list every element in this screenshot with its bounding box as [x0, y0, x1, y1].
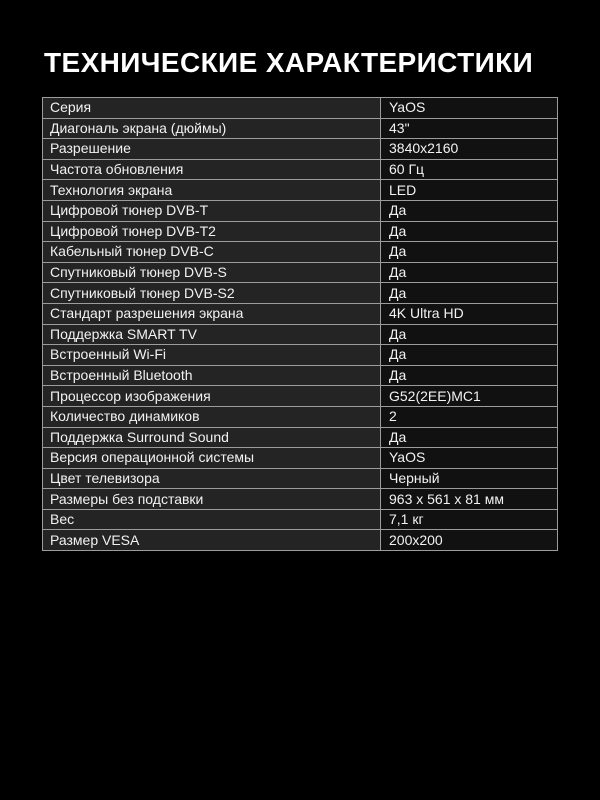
spec-label: Технология экрана [43, 180, 381, 201]
spec-value: 963 x 561 x 81 мм [381, 489, 558, 510]
spec-label: Процессор изображения [43, 386, 381, 407]
table-row [43, 509, 558, 530]
spec-label: Разрешение [43, 139, 381, 160]
spec-label: Размер VESA [43, 530, 381, 551]
spec-label: Вес [43, 509, 381, 530]
spec-label: Диагональ экрана (дюймы) [43, 118, 381, 139]
spec-value: Да [381, 427, 558, 448]
spec-label: Версия операционной системы [43, 448, 381, 469]
table-row [43, 303, 558, 324]
spec-value: Да [381, 200, 558, 221]
spec-value: Да [381, 262, 558, 283]
spec-label: Цифровой тюнер DVB-T [43, 200, 381, 221]
table-row [43, 448, 558, 469]
spec-label: Цифровой тюнер DVB-T2 [43, 221, 381, 242]
spec-label: Поддержка SMART TV [43, 324, 381, 345]
table-row [43, 324, 558, 345]
spec-value: 7,1 кг [381, 509, 558, 530]
spec-value: 43" [381, 118, 558, 139]
spec-value: Да [381, 324, 558, 345]
page-title: ТЕХНИЧЕСКИЕ ХАРАКТЕРИСТИКИ [44, 47, 534, 78]
spec-value: Да [381, 283, 558, 304]
table-row [43, 468, 558, 489]
table-row [43, 118, 558, 139]
spec-value: G52(2EE)MC1 [381, 386, 558, 407]
spec-value: 3840x2160 [381, 139, 558, 160]
table-row [43, 242, 558, 263]
spec-label: Цвет телевизора [43, 468, 381, 489]
specs-table [42, 97, 558, 551]
spec-label: Спутниковый тюнер DVB-S2 [43, 283, 381, 304]
table-row [43, 427, 558, 448]
spec-value: 60 Гц [381, 159, 558, 180]
table-row [43, 200, 558, 221]
spec-value: YaOS [381, 448, 558, 469]
table-row [43, 386, 558, 407]
table-row [43, 98, 558, 119]
spec-value: 2 [381, 406, 558, 427]
table-row [43, 221, 558, 242]
spec-value: Да [381, 242, 558, 263]
table-row [43, 139, 558, 160]
spec-label: Спутниковый тюнер DVB-S [43, 262, 381, 283]
spec-value: Да [381, 345, 558, 366]
table-row [43, 180, 558, 201]
table-row [43, 262, 558, 283]
spec-value: Да [381, 221, 558, 242]
spec-label: Количество динамиков [43, 406, 381, 427]
table-row [43, 406, 558, 427]
table-row [43, 283, 558, 304]
table-row [43, 159, 558, 180]
spec-value: 4K Ultra HD [381, 303, 558, 324]
spec-value: 200x200 [381, 530, 558, 551]
spec-label: Поддержка Surround Sound [43, 427, 381, 448]
table-row [43, 345, 558, 366]
table-row [43, 530, 558, 551]
spec-label: Стандарт разрешения экрана [43, 303, 381, 324]
spec-label: Серия [43, 98, 381, 119]
spec-label: Размеры без подставки [43, 489, 381, 510]
spec-label: Встроенный Wi-Fi [43, 345, 381, 366]
spec-value: YaOS [381, 98, 558, 119]
table-row [43, 365, 558, 386]
spec-value: Черный [381, 468, 558, 489]
specs-table-body [43, 98, 558, 551]
spec-label: Встроенный Bluetooth [43, 365, 381, 386]
spec-label: Частота обновления [43, 159, 381, 180]
spec-value: LED [381, 180, 558, 201]
spec-value: Да [381, 365, 558, 386]
table-row [43, 489, 558, 510]
spec-label: Кабельный тюнер DVB-C [43, 242, 381, 263]
